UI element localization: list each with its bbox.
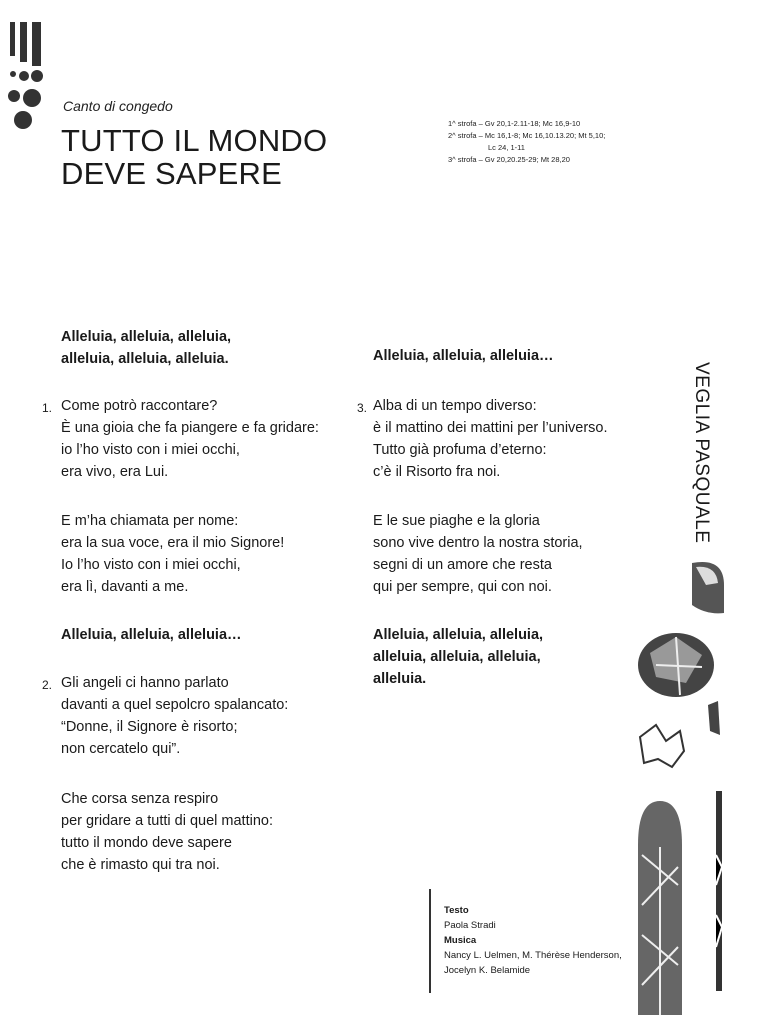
logo-mark bbox=[8, 22, 58, 132]
page-title bbox=[61, 124, 327, 190]
verse-2-stanza-a bbox=[61, 672, 288, 760]
lyric-line: È una gioia che fa piangere e fa gridare: bbox=[61, 420, 319, 436]
lyric-line: E le sue piaghe e la gloria bbox=[373, 513, 540, 529]
lyric-line: Io l’ho visto con i miei occhi, bbox=[61, 557, 241, 573]
lyric-line: era vivo, era Lui. bbox=[61, 464, 169, 480]
lyric-line: per gridare a tutti di quel mattino: bbox=[61, 813, 273, 829]
subtitle: Canto di congedo bbox=[63, 98, 173, 114]
refrain-line: Alleluia, alleluia, alleluia, bbox=[61, 329, 232, 345]
credits bbox=[444, 903, 622, 978]
music-label: Musica bbox=[444, 935, 477, 946]
music-authors-1: Nancy L. Uelmen, M. Thérèse Henderson, bbox=[444, 950, 622, 961]
lyric-line: io l’ho visto con i miei occhi, bbox=[61, 442, 240, 458]
verse-3-stanza-b bbox=[373, 510, 583, 598]
refrain-line: Alleluia, alleluia, alleluia, bbox=[373, 627, 544, 643]
lyric-line: Gli angeli ci hanno parlato bbox=[61, 675, 229, 691]
refrain-top-left bbox=[61, 326, 231, 370]
lyric-line: Come potrò raccontare? bbox=[61, 398, 218, 414]
side-label: VEGLIA PASQUALE bbox=[691, 362, 712, 544]
lyric-line: era lì, davanti a me. bbox=[61, 579, 189, 595]
title-line-2: DEVE SAPERE bbox=[61, 156, 283, 191]
reference-2-cont: Lc 24, 1-11 bbox=[488, 143, 525, 152]
text-label: Testo bbox=[444, 905, 469, 916]
lyric-line: segni di un amore che resta bbox=[373, 557, 552, 573]
music-authors-2: Jocelyn K. Belamide bbox=[444, 965, 531, 976]
lyric-line: è il mattino dei mattini per l’universo. bbox=[373, 420, 608, 436]
lyric-line: Che corsa senza respiro bbox=[61, 791, 219, 807]
title-line-1: TUTTO IL MONDO bbox=[61, 123, 328, 158]
lyric-line: Tutto già profuma d’eterno: bbox=[373, 442, 547, 458]
scripture-references bbox=[448, 118, 605, 166]
lyric-line: sono vive dentro la nostra storia, bbox=[373, 535, 583, 551]
verse-number-1: 1. bbox=[42, 401, 53, 415]
lyric-line: davanti a quel sepolcro spalancato: bbox=[61, 697, 289, 713]
lyric-line: c’è il Risorto fra noi. bbox=[373, 464, 501, 480]
stained-glass-decoration bbox=[636, 555, 736, 1015]
refrain-line: alleluia. bbox=[373, 671, 427, 687]
refrain-line: alleluia, alleluia, alleluia. bbox=[61, 351, 229, 367]
lyric-line: “Donne, il Signore è risorto; bbox=[61, 719, 238, 735]
reference-3: 3^ strofa – Gv 20,20.25-29; Mt 28,20 bbox=[448, 155, 570, 164]
verse-1-stanza-b bbox=[61, 510, 284, 598]
lyric-line: che è rimasto qui tra noi. bbox=[61, 857, 220, 873]
refrain-mid-left: Alleluia, alleluia, alleluia… bbox=[61, 627, 242, 643]
lyric-line: qui per sempre, qui con noi. bbox=[373, 579, 552, 595]
verse-3-stanza-a bbox=[373, 395, 608, 483]
credits-divider bbox=[429, 889, 431, 993]
refrain-line: alleluia, alleluia, alleluia, bbox=[373, 649, 541, 665]
verse-2-stanza-b bbox=[61, 788, 273, 876]
lyric-line: tutto il mondo deve sapere bbox=[61, 835, 232, 851]
lyric-line: era la sua voce, era il mio Signore! bbox=[61, 535, 285, 551]
refrain-end-right bbox=[373, 624, 543, 690]
verse-number-2: 2. bbox=[42, 678, 53, 692]
reference-1: 1^ strofa – Gv 20,1-2.11-18; Mc 16,9-10 bbox=[448, 119, 581, 128]
refrain-top-right: Alleluia, alleluia, alleluia… bbox=[373, 348, 554, 364]
verse-number-3: 3. bbox=[357, 401, 368, 415]
lyric-line: E m’ha chiamata per nome: bbox=[61, 513, 239, 529]
verse-1-stanza-a bbox=[61, 395, 319, 483]
lyric-line: Alba di un tempo diverso: bbox=[373, 398, 537, 414]
text-author: Paola Stradi bbox=[444, 920, 496, 931]
lyric-line: non cercatelo qui”. bbox=[61, 741, 181, 757]
reference-2: 2^ strofa – Mc 16,1-8; Mc 16,10.13.20; Mt 5,10; bbox=[448, 131, 606, 140]
